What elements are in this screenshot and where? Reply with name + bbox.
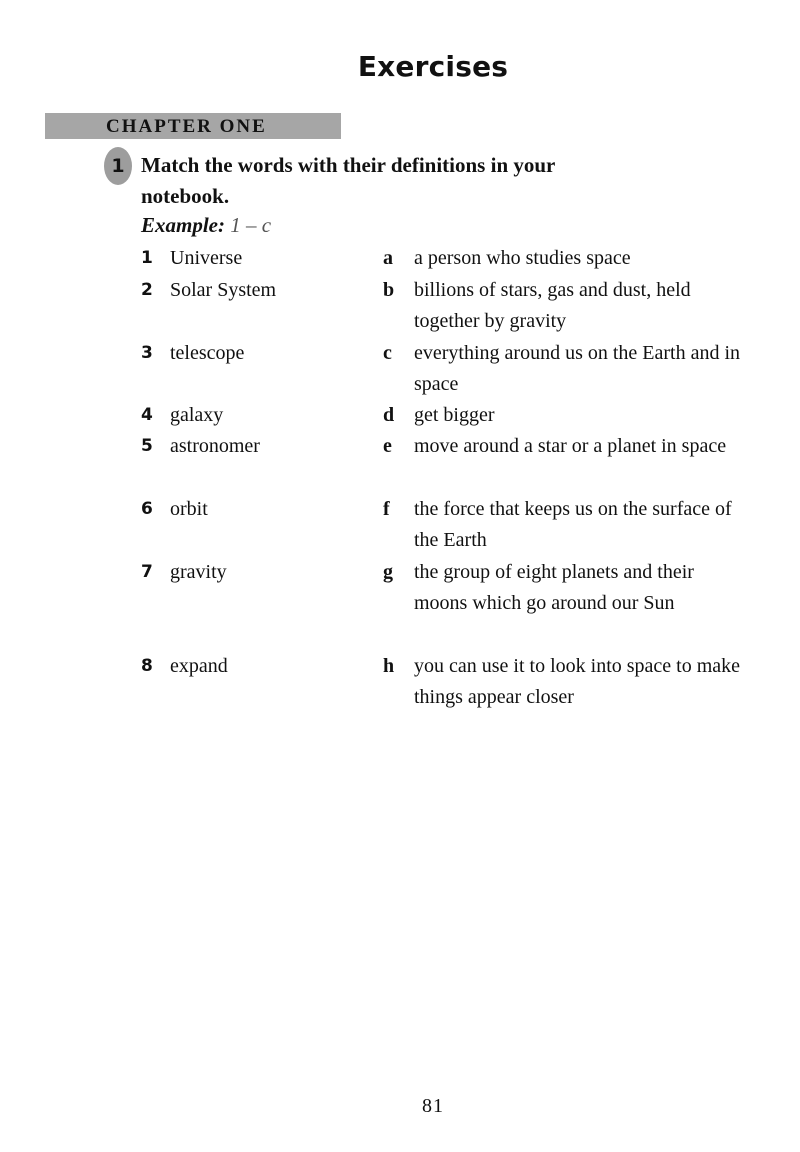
word: astronomer [170,435,260,457]
definition-text: you can use it to look into space to make things appear closer [414,655,741,708]
definition-text: move around a star or a planet in space [414,435,727,457]
example-label: Example: [141,213,225,237]
definition-letter: a [383,247,393,269]
word: gravity [170,561,227,583]
definition-letter: f [383,498,390,520]
exercise-instruction: Match the words with their definitions in your notebook. [141,153,555,208]
word: galaxy [170,404,224,426]
definition-text: the force that keeps us on the surface of the Earth [414,498,732,551]
definition-letter: g [383,561,393,583]
word-number: 8 [141,656,153,676]
word-number: 2 [141,280,153,300]
definition-letter: h [383,655,395,677]
definition-text: everything around us on the Earth and in space [414,342,741,395]
definition-text: billions of stars, gas and dust, held together by gravity [414,279,691,332]
page-title: Exercises [357,50,509,83]
word-number: 5 [141,436,153,456]
page-number: 81 [422,1095,444,1117]
example-value: 1 – c [230,213,272,237]
definition-text: the group of eight planets and their moons which go around our Sun [414,561,694,614]
definition-text: a person who studies space [414,247,631,269]
word: Solar System [170,279,277,301]
word: Universe [170,247,243,269]
definition-letter: c [383,342,392,364]
word-number: 3 [141,343,153,363]
word: orbit [170,498,208,520]
word: telescope [170,342,245,364]
exercise-number-badge: 1 [104,147,132,185]
word: expand [170,655,228,677]
word-number: 4 [141,405,153,425]
word-number: 1 [141,248,153,268]
definition-letter: b [383,279,395,301]
definition-letter: d [383,404,395,426]
example-line [141,213,271,238]
definition-letter: e [383,435,392,457]
chapter-heading: CHAPTER ONE [106,116,267,137]
word-number: 7 [141,562,153,582]
definition-text: get bigger [414,404,495,426]
word-number: 6 [141,499,153,519]
